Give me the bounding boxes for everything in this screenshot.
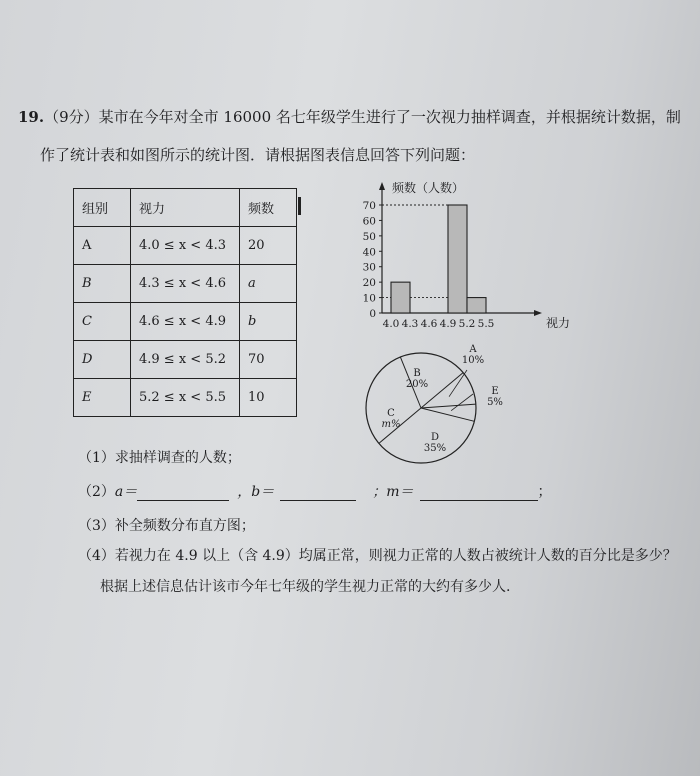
question-score: （9分） (44, 108, 99, 126)
subquestion-2-end: ； (537, 484, 552, 500)
frequency-table (73, 188, 297, 417)
cell-frequency: b (240, 303, 297, 341)
cell-range: 4.9 ≤ x < 5.2 (131, 341, 240, 379)
cell-group: B (74, 265, 131, 303)
subquestion-1: （1）求抽样调查的人数； (78, 450, 241, 466)
pie-slice-label: C (387, 408, 395, 419)
pie-slice-percent: 20% (405, 379, 429, 390)
y-tick-label: 30 (362, 261, 376, 274)
answer-b-blank[interactable] (280, 484, 356, 501)
header-group: 组别 (74, 189, 131, 227)
cell-range: 4.3 ≤ x < 4.6 (131, 265, 240, 303)
cell-group: A (74, 227, 131, 265)
cell-frequency: 20 (240, 227, 297, 265)
x-tick-label: 4.0 (382, 318, 400, 330)
answer-m-blank[interactable] (420, 484, 538, 501)
subquestion-3: （3）补全频数分布直方图； (78, 518, 255, 534)
x-axis-label: 视力 (546, 316, 571, 330)
y-tick-label: 60 (362, 215, 376, 228)
y-tick-label: 40 (362, 246, 376, 259)
cell-range: 4.0 ≤ x < 4.3 (131, 227, 240, 265)
answer-a-label: a＝ (114, 484, 138, 500)
subquestion-2 (78, 481, 552, 501)
pie-leader-line (451, 394, 473, 411)
histogram-chart (340, 178, 580, 338)
y-tick-label: 20 (362, 277, 376, 290)
histogram-bar (467, 298, 486, 313)
table-row (74, 341, 297, 379)
pie-slice-percent: 5% (487, 397, 503, 408)
table-row (74, 379, 297, 417)
cell-range: 4.6 ≤ x < 4.9 (131, 303, 240, 341)
pie-slice-label: E (491, 386, 499, 397)
y-axis-arrow (379, 182, 385, 190)
header-frequency: 频数 (240, 189, 297, 227)
answer-b-label: ，b＝ (237, 484, 275, 500)
table-row (74, 265, 297, 303)
answer-m-label: ；m＝ (372, 484, 414, 500)
x-tick-label: 5.2 (458, 318, 476, 330)
y-tick-label: 0 (369, 308, 376, 320)
cell-frequency: a (240, 265, 297, 303)
question-line-1 (18, 106, 681, 127)
header-vision: 视力 (131, 189, 240, 227)
histogram-bar (391, 282, 410, 313)
pie-slice-edge (421, 404, 476, 408)
cell-frequency: 10 (240, 379, 297, 417)
pie-slice-percent: m% (381, 419, 401, 430)
cell-group: E (74, 379, 131, 417)
pie-slice-percent: 10% (461, 355, 485, 366)
pie-slice-label: B (413, 368, 421, 379)
pie-slice-percent: 35% (423, 443, 447, 454)
pie-slice-label: D (430, 432, 440, 443)
y-tick-label: 50 (362, 230, 376, 243)
pie-slice-edge (421, 373, 463, 408)
x-axis-arrow (534, 310, 542, 316)
subquestion-4-continued: 根据上述信息估计该市今年七年级的学生视力正常的大约有多少人. (100, 579, 511, 595)
pie-slice-label: A (469, 344, 477, 355)
pie-slice-edge (421, 408, 474, 421)
cell-group: D (74, 341, 131, 379)
x-tick-label: 5.5 (477, 318, 495, 330)
cell-frequency: 70 (240, 341, 297, 379)
cell-range: 5.2 ≤ x < 5.5 (131, 379, 240, 417)
subquestion-2-number: （2） (78, 484, 115, 500)
question-line-2: 作了统计表和如图所示的统计图．请根据图表信息回答下列问题： (40, 146, 476, 164)
question-text-1: 某市在今年对全市 16000 名七年级学生进行了一次视力抽样调查，并根据统计数据，制 (98, 108, 681, 126)
y-axis-label: 频数（人数） (392, 181, 465, 195)
answer-a-blank[interactable] (137, 484, 229, 501)
subquestion-4: （4）若视力在 4.9 以上（含 4.9）均属正常，则视力正常的人数占被统计人数的百分比是多少？ (78, 548, 677, 564)
table-header-row (74, 189, 297, 227)
histogram-bar (448, 205, 467, 313)
y-tick-label: 10 (362, 292, 376, 305)
table-row (74, 227, 297, 265)
pie-leader-line (449, 370, 467, 397)
pen-mark (298, 197, 301, 215)
x-tick-label: 4.6 (420, 318, 438, 330)
x-tick-label: 4.3 (401, 318, 419, 330)
table-row (74, 303, 297, 341)
x-tick-label: 4.9 (439, 318, 457, 330)
pie-chart (355, 340, 525, 470)
cell-group: C (74, 303, 131, 341)
question-number: 19. (18, 108, 45, 126)
y-tick-label: 70 (362, 200, 376, 212)
